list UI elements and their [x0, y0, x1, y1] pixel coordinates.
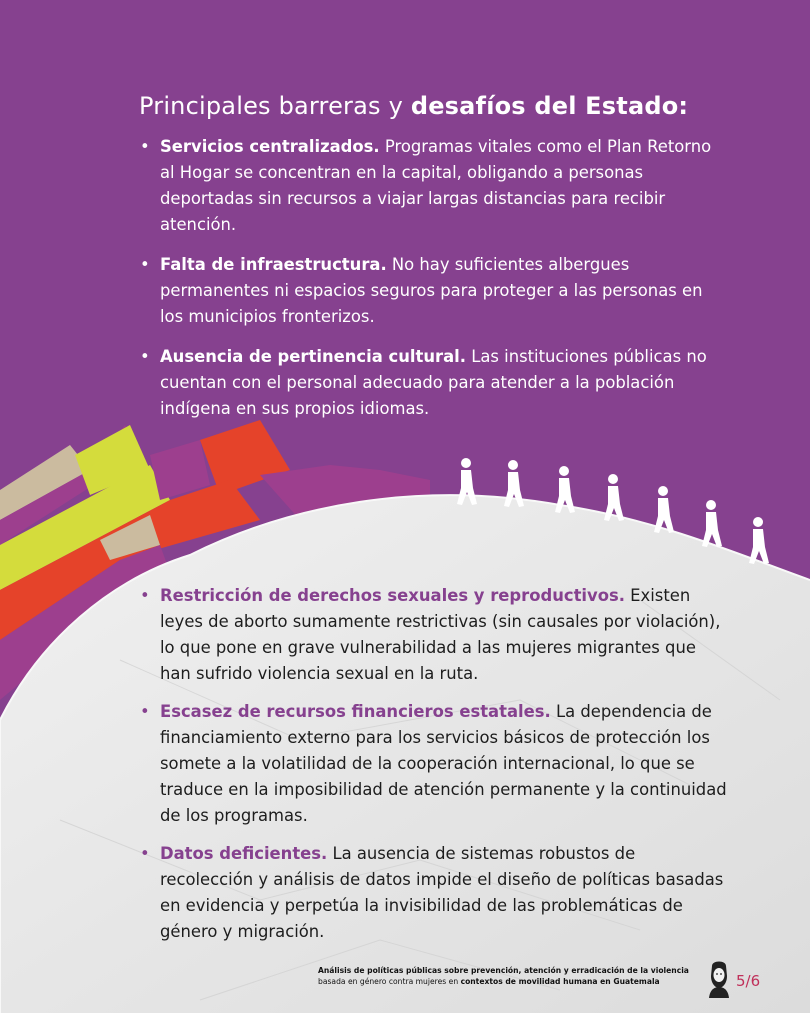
walking-person-icon: [654, 486, 674, 533]
bullet-dot: •: [140, 347, 150, 366]
item-text: Las instituciones públicas no cuentan con el personal adecuado para atender a la población indígena en sus propios idiomas.: [160, 347, 707, 418]
item-text: Programas vitales como el Plan Retorno al Hogar se concentran en la capital, obligando a personas deportadas sin recursos a viajar largas distancias para recibir atención.: [160, 137, 712, 234]
footer-line-2-a: basada en género contra mujeres en: [318, 977, 461, 986]
portrait-icon: [706, 958, 732, 998]
bullet-dot: •: [140, 844, 150, 863]
walking-person-icon: [604, 474, 624, 521]
item-heading: Falta de infraestructura.: [160, 255, 387, 274]
list-item: [140, 699, 730, 829]
list-item: [140, 134, 730, 238]
item-heading: Escasez de recursos financieros estatales.: [160, 702, 551, 721]
list-item: [140, 841, 730, 945]
item-heading: Restricción de derechos sexuales y reproductivos.: [160, 586, 625, 605]
bullet-dot: •: [140, 255, 150, 274]
list-item: [140, 344, 730, 422]
walking-person-icon: [749, 517, 769, 564]
top-barrier-list: [140, 134, 730, 436]
footer-line-2: [318, 976, 703, 987]
item-heading: Datos deficientes.: [160, 844, 328, 863]
list-item: [140, 252, 730, 330]
item-text: No hay suficientes albergues permanentes ni espacios seguros para proteger a las personas en los municipios fronterizos.: [160, 255, 703, 326]
item-heading: Ausencia de pertinencia cultural.: [160, 347, 466, 366]
title-bold: desafíos del Estado:: [410, 92, 689, 120]
bullet-dot: •: [140, 137, 150, 156]
bullet-dot: •: [140, 586, 150, 605]
item-text: La dependencia de financiamiento externo para los servicios básicos de protección los somete a la volatilidad de la cooperación internacional, lo que se traduce en la imposibilidad de atención permanente y la continuidad de los programas.: [160, 702, 727, 825]
list-item: [140, 583, 730, 687]
item-text: Existen leyes de aborto sumamente restrictivas (sin causales por violación), lo que pone en grave vulnerabilidad a las mujeres migrantes que han sufrido violencia sexual en la ruta.: [160, 586, 721, 683]
item-text: La ausencia de sistemas robustos de recolección y análisis de datos impide el diseño de políticas basadas en evidencia y perpetúa la invisibilidad de las problemáticas de género y migración.: [160, 844, 724, 941]
footer-citation: [318, 965, 703, 987]
bullet-dot: •: [140, 702, 150, 721]
footer-line-1: Análisis de políticas públicas sobre prevención, atención y erradicación de la violencia: [318, 966, 689, 975]
title-regular: Principales barreras y: [139, 92, 411, 120]
footer-line-2-b: contextos de movilidad humana en Guatemala: [460, 977, 660, 986]
page-number: 5/6: [736, 972, 761, 990]
page-title: [139, 92, 688, 120]
walking-person-icon: [702, 500, 722, 547]
item-heading: Servicios centralizados.: [160, 137, 380, 156]
bottom-barrier-list: [140, 583, 730, 957]
